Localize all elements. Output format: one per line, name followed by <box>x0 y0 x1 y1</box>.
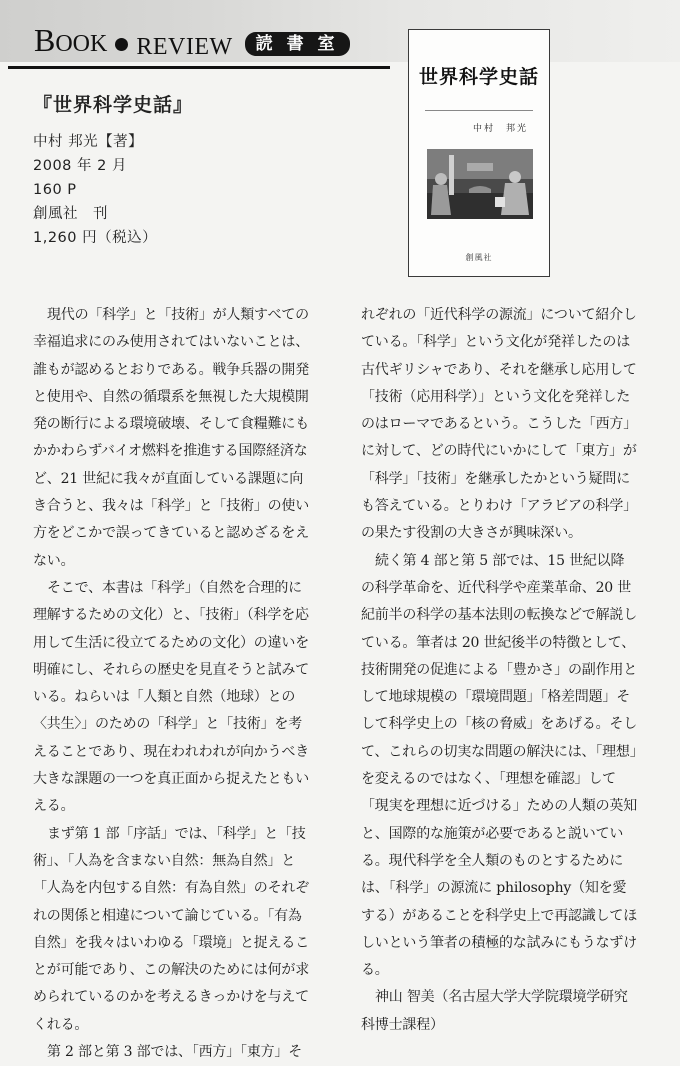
header-book: BOOK <box>34 22 108 58</box>
book-pages: 160 P <box>33 182 77 198</box>
bullet-icon <box>115 38 128 51</box>
cover-publisher: 創風社 <box>465 253 493 262</box>
book-price: 1,260 円（税込） <box>33 230 158 246</box>
article-column-right <box>361 302 637 1039</box>
book-publisher: 創風社 刊 <box>33 206 108 222</box>
paragraph: そこで、本書は「科学」（自然を合理的に理解するための文化）と、「技術」（科学を応用して生活に役立てるための文化）の違いを明確にし、それらの歴史を見直そうと試みている。ねらいは「人類と自然（地球）との〈共生〉」のための「科学」と「技術」を考えることであり、現在われわれが向かうべき大きな課題の一つを真正面から捉えたともいえる。 <box>33 579 309 815</box>
cover-author: 中村 邦光 <box>473 124 529 134</box>
paragraph: れぞれの「近代科学の源流」について紹介している。「科学」という文化が発祥したのは古代ギリシャであり、それを継承し応用して「技術（応用科学）」という文化を発祥したのはローマであるという。こうした「西方」に対して、どの時代にいかにして「東方」が「科学」「技術」を継承したかという疑問にも答えている。とりわけ「アラビアの科学」の果たす役割の大きさが興味深い。 <box>361 307 637 542</box>
cover-rule <box>425 110 533 111</box>
book-title: 『世界科学史話』 <box>33 94 194 116</box>
header-review: REVIEW <box>136 34 233 60</box>
reviewer-byline: 神山 智美（名古屋大学大学院環境学研究科博士課程） <box>361 989 628 1033</box>
header-rule <box>8 66 390 69</box>
cover-painting-image <box>427 149 533 219</box>
cover-title: 世界科学史話 <box>418 66 539 88</box>
book-author: 中村 邦光【著】 <box>33 134 144 150</box>
paragraph: 現代の「科学」と「技術」が人類すべての幸福追求にのみ使用されてはいないことは、誰もが認めるとおりである。戦争兵器の開発と使用や、自然の循環系を無視した大規模開発の断行による環境破壊、そして食糧難にもかかわらずバイオ燃料を推進する国際経済など、21 世紀に我々が直面している課題に向き合うと、我々は「科学」と「技術」の使い方をどこかで誤ってきていると認めざるをえない。 <box>33 307 309 569</box>
paragraph: 続く第 4 部と第 5 部では、15 世紀以降の科学革命を、近代科学や産業革命、20 世紀前半の科学の基本法則の転換などで解説している。筆者は 20 世紀後半の特徴として、技術開発の促進による「豊かさ」の副作用として地球規模の「環境問題」「格差問題」そして科学史上の「核の脅威」をあげる。そして、これらの切実な問題の解決には、「理想」を変えるのではなく、「理想を確認」して「現実を理想に近づける」ための人類の英知と、国際的な施策が必要であると説いている。現代科学を全人類のものとするためには、「科学」の源流に philosophy（知を愛する）があることを科学史上で再認識してほしいという筆者の積極的な試みにもうなずける。 <box>361 552 637 979</box>
section-header <box>34 20 350 60</box>
paragraph: まず第 1 部「序話」では、「科学」と「技術」、「人為を含まない自然：無為自然」と「人為を内包する自然：有為自然」のそれぞれの関係と相違について論じている。「有為自然」を我々はいわゆる「環境」と捉えることが可能であり、この解決のためには何が求められているのかを考えるきっかけを与えてくれる。 <box>33 825 309 1033</box>
book-date: 2008 年 2 月 <box>33 158 127 174</box>
paragraph: 第 2 部と第 3 部では、「西方」「東方」そ <box>47 1044 303 1061</box>
book-info <box>33 93 193 250</box>
section-badge: 読 書 室 <box>245 32 350 56</box>
article-column-left <box>33 302 309 1066</box>
book-cover <box>408 29 550 277</box>
